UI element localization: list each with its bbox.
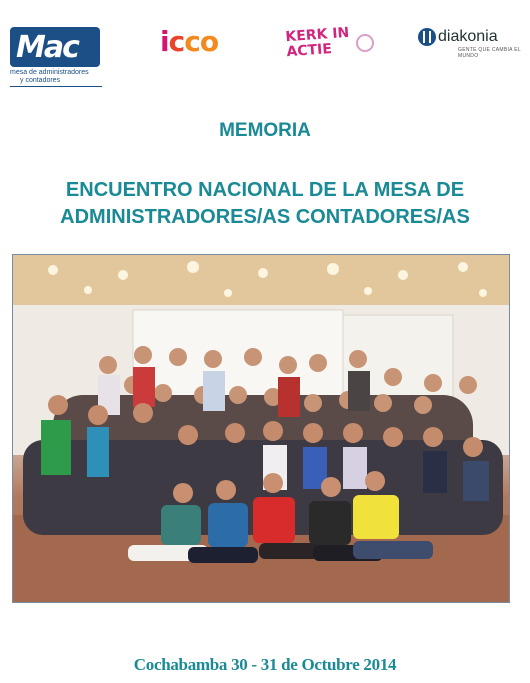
kerkinactie-logo [284, 24, 350, 61]
kerkinactie-emblem-icon [356, 34, 374, 52]
diakonia-tagline: GENTE QUE CAMBIA EL MUNDO [458, 47, 521, 60]
title-line-2: ADMINISTRADORES/AS CONTADORES/AS [60, 206, 470, 228]
icco-letter-3: co [184, 25, 219, 58]
event-date-location: Cochabamba 30 - 31 de Octubre 2014 [133, 655, 397, 674]
diakonia-logo-word: diakonia [438, 28, 498, 45]
icco-logo [160, 25, 218, 58]
mac-logo [10, 27, 105, 87]
logo-bar [0, 0, 530, 100]
title-line-1: ENCUENTRO NACIONAL DE LA MESA DE [65, 179, 465, 201]
mac-logo-mark [10, 27, 100, 67]
mac-logo-subtitle [10, 69, 105, 85]
kerkinactie-logo-text [285, 26, 351, 60]
document-title [0, 177, 530, 231]
mac-logo-underline [10, 86, 102, 87]
group-photo [12, 254, 510, 603]
kerkinactie-line2: ACTIE [286, 41, 333, 61]
group-photo-illustration [13, 255, 510, 603]
mac-subtitle-line1: mesa de administradores [10, 69, 89, 76]
mac-logo-word: Mac [16, 30, 78, 65]
mac-subtitle-line2: y contadores [20, 77, 61, 84]
icco-letter-2: c [168, 25, 185, 58]
icco-letter-1: i [160, 25, 169, 58]
diakonia-emblem-icon [418, 28, 436, 46]
diakonia-logo [418, 28, 530, 59]
kerkinactie-line1: KERK IN [284, 24, 350, 46]
page-heading: MEMORIA [219, 120, 311, 141]
